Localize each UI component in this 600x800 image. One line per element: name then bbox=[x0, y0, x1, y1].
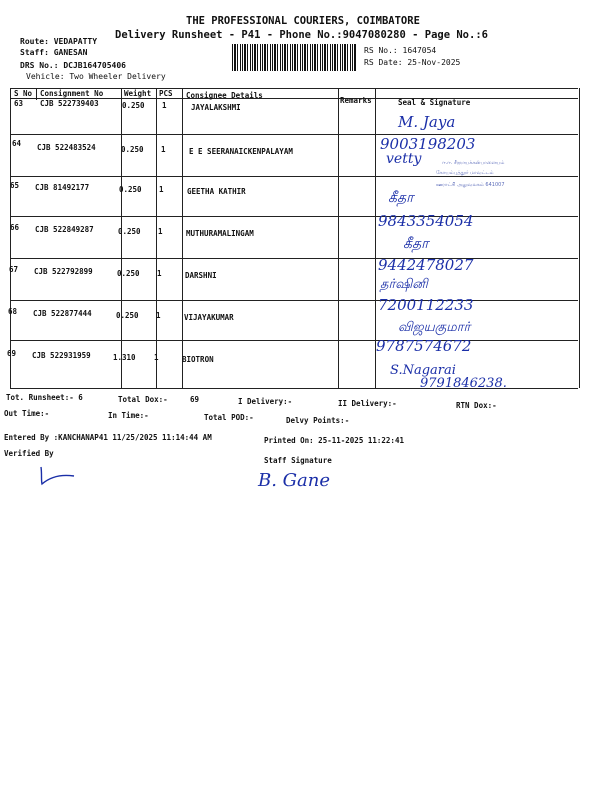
row-pcs: 1 bbox=[156, 311, 161, 320]
row-sno: 66 bbox=[10, 223, 20, 232]
row-pcs: 1 bbox=[154, 353, 159, 362]
row-weight: 0.250 bbox=[122, 101, 145, 110]
verifier-signature-mark bbox=[38, 464, 78, 486]
staff-signature: B. Gane bbox=[258, 470, 331, 491]
verified-by: Verified By bbox=[4, 449, 54, 458]
row-signature: vetty bbox=[386, 151, 422, 167]
row-pcs: 1 bbox=[157, 269, 162, 278]
row-consignee: MUTHURAMALINGAM bbox=[186, 229, 254, 238]
row-weight: 0.250 bbox=[121, 145, 144, 154]
row-sno: 65 bbox=[10, 181, 20, 190]
tot-runsheet: Tot. Runsheet:- 6 bbox=[6, 393, 83, 402]
row-consignee: E E SEERANAICKENPALAYAM bbox=[189, 147, 293, 156]
row-consignment: CJB 81492177 bbox=[35, 183, 90, 192]
row-pcs: 1 bbox=[162, 101, 167, 110]
company-name: THE PROFESSIONAL COURIERS, COIMBATORE bbox=[186, 15, 420, 27]
total-pod: Total POD:- bbox=[204, 413, 254, 422]
row-pcs: 1 bbox=[159, 185, 164, 194]
barcode bbox=[232, 44, 356, 71]
row-sno: 63 bbox=[14, 99, 24, 108]
row-weight: 1.310 bbox=[113, 353, 136, 362]
rs-date: RS Date: 25-Nov-2025 bbox=[364, 58, 461, 67]
col-consignee: Consignee Details bbox=[186, 91, 263, 100]
in-time: In Time:- bbox=[108, 411, 149, 420]
drs-number: DRS No.: DCJB164705406 bbox=[20, 61, 126, 70]
runsheet-table bbox=[10, 88, 580, 388]
i-delivery: I Delivery:- bbox=[238, 397, 293, 406]
row-sno: 64 bbox=[12, 139, 22, 148]
rtn-dox: RTN Dox:- bbox=[456, 401, 497, 410]
row-consignment: CJB 522739403 bbox=[40, 99, 99, 108]
stamp-line: ஊராட்சி அலுவலகம் 641007 bbox=[436, 182, 505, 188]
route-label: Route: VEDAPATTY bbox=[20, 37, 98, 46]
row-consignee: DARSHNI bbox=[185, 271, 217, 280]
row-phone: 9843354054 bbox=[378, 212, 474, 230]
rs-number: RS No.: 1647054 bbox=[364, 46, 437, 55]
col-pcs: PCS bbox=[159, 89, 173, 98]
row-consignment: CJB 522931959 bbox=[32, 351, 91, 360]
row-consignment: CJB 522877444 bbox=[33, 309, 92, 318]
delvy-points: Delvy Points:- bbox=[286, 416, 350, 425]
col-weight: Weight bbox=[124, 89, 152, 98]
row-weight: 0.250 bbox=[117, 269, 140, 278]
row-signature: தர்ஷினி bbox=[380, 277, 428, 292]
runsheet-title: Delivery Runsheet - P41 - Phone No.:9047080280 - Page No.:6 bbox=[115, 29, 488, 41]
row-weight: 0.250 bbox=[116, 311, 139, 320]
stamp-line: ஈ.ஈ. சீரநாயக்கன்பாளையம் bbox=[442, 160, 505, 166]
row-signature: விஜயகுமார் bbox=[398, 320, 471, 335]
row-phone: 9003198203 bbox=[380, 135, 476, 153]
col-seal-signature: Seal & Signature bbox=[398, 98, 471, 107]
row-sno: 68 bbox=[8, 307, 18, 316]
ii-delivery: II Delivery:- bbox=[338, 399, 397, 408]
vehicle-label: Vehicle: Two Wheeler Delivery bbox=[26, 72, 166, 81]
total-dox-value: 69 bbox=[190, 395, 200, 404]
row-consignment: CJB 522792899 bbox=[34, 267, 93, 276]
row-signature: கீதா bbox=[403, 236, 429, 252]
total-dox-label: Total Dox:- bbox=[118, 395, 168, 404]
row-consignment: CJB 522483524 bbox=[37, 143, 96, 152]
out-time: Out Time:- bbox=[4, 409, 50, 418]
row-weight: 0.250 bbox=[119, 185, 142, 194]
staff-signature-label: Staff Signature bbox=[264, 456, 332, 465]
row-phone: 9791846238. bbox=[420, 376, 507, 391]
row-phone: 9787574672 bbox=[376, 337, 472, 355]
row-sno: 69 bbox=[7, 349, 17, 358]
row-consignee: VIJAYAKUMAR bbox=[184, 313, 234, 322]
row-weight: 0.250 bbox=[118, 227, 141, 236]
row-phone: 7200112233 bbox=[378, 296, 474, 314]
row-signature: S.Nagarai bbox=[390, 363, 456, 378]
printed-on: Printed On: 25-11-2025 11:22:41 bbox=[264, 436, 404, 445]
col-sno: S No bbox=[14, 89, 33, 98]
col-consignment: Consignment No bbox=[40, 89, 104, 98]
row-signature: கீதா bbox=[388, 190, 414, 206]
row-consignee: JAYALAKSHMI bbox=[191, 103, 241, 112]
row-sno: 67 bbox=[9, 265, 19, 274]
row-phone: 9442478027 bbox=[378, 256, 474, 274]
col-remarks: Remarks bbox=[340, 96, 372, 105]
row-consignee: BIOTRON bbox=[182, 355, 214, 364]
stamp-line: கோயம்புத்தூர் மாவட்டம் bbox=[436, 170, 494, 176]
row-consignee: GEETHA KATHIR bbox=[187, 187, 246, 196]
staff-label: Staff: GANESAN bbox=[20, 48, 88, 57]
entered-by: Entered By :KANCHANAP41 11/25/2025 11:14:44 AM bbox=[4, 433, 212, 442]
row-signature: M. Jaya bbox=[398, 113, 456, 131]
row-pcs: 1 bbox=[158, 227, 163, 236]
row-consignment: CJB 522849287 bbox=[35, 225, 94, 234]
row-pcs: 1 bbox=[161, 145, 166, 154]
